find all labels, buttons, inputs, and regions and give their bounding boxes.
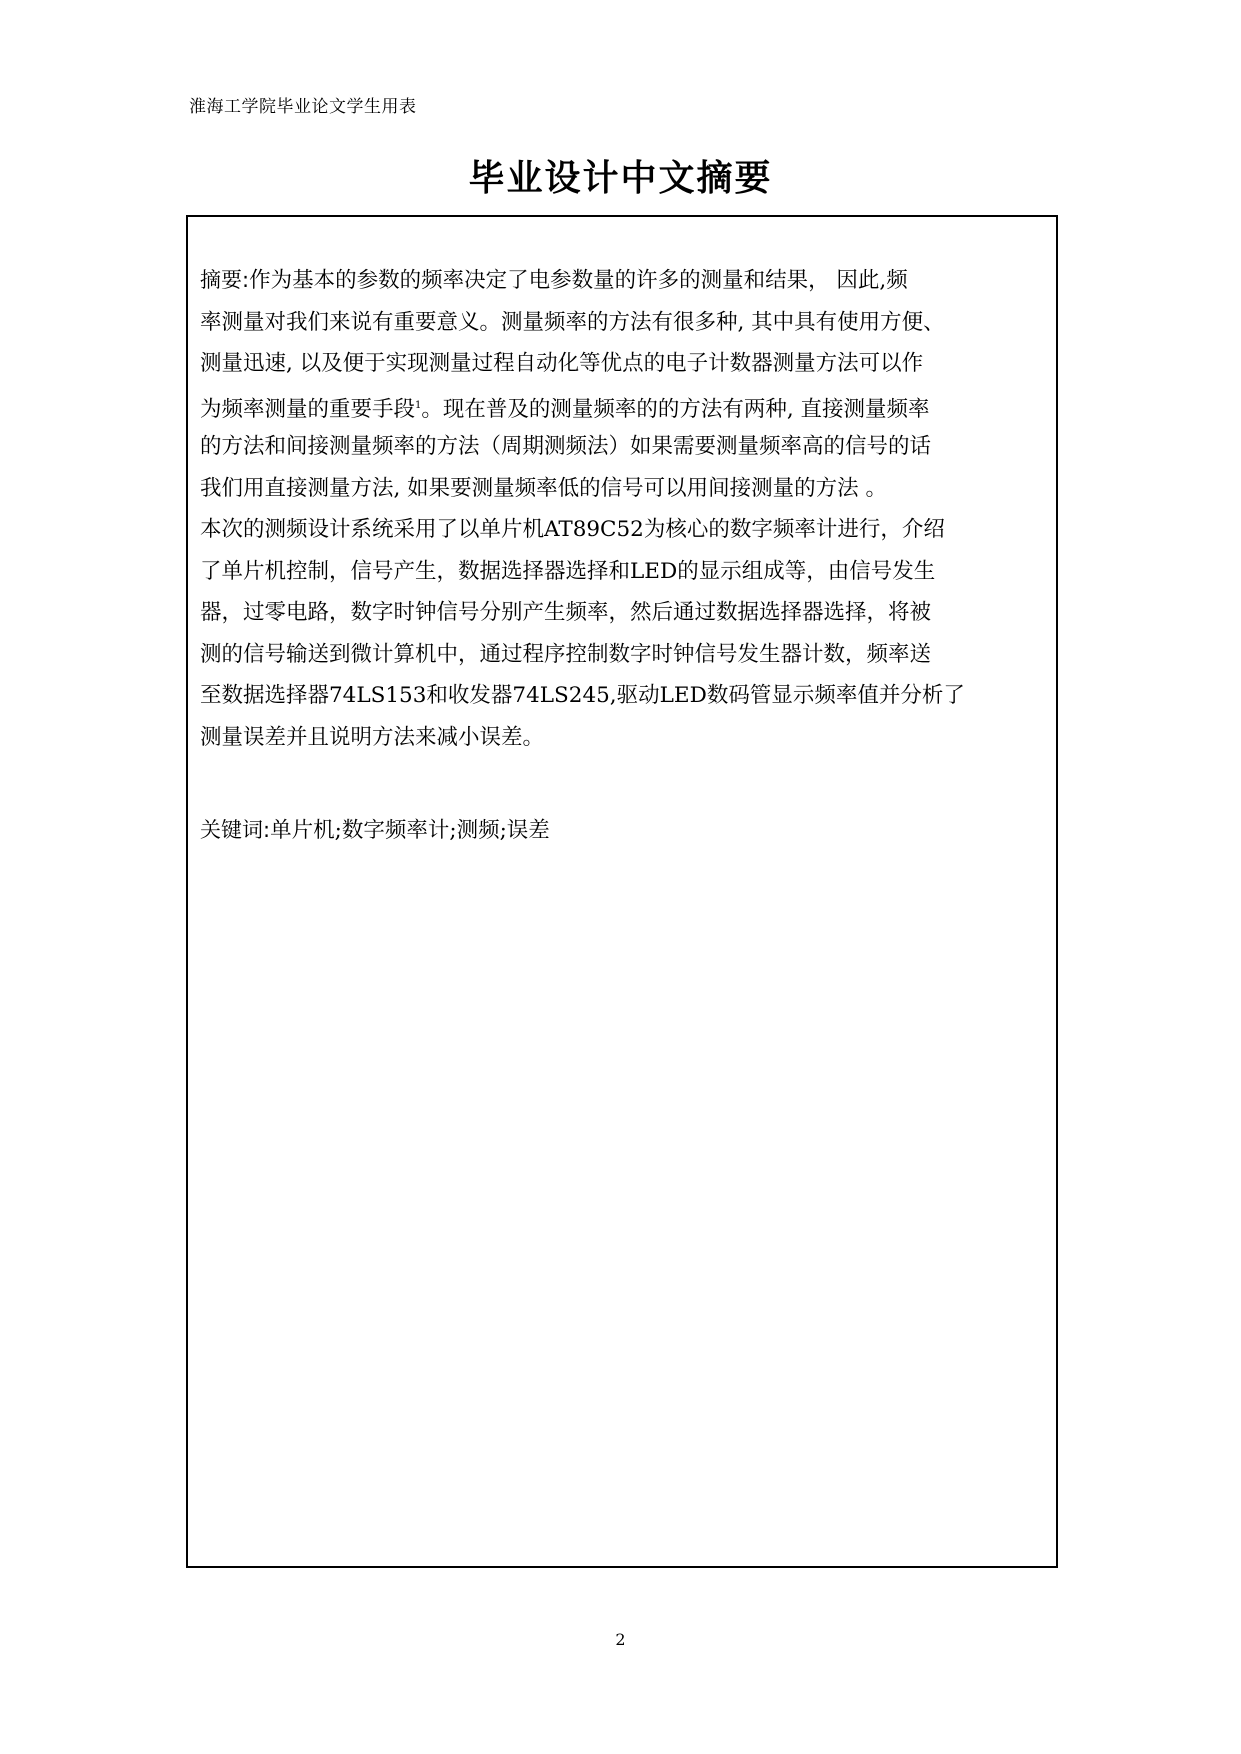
page-number: 2	[615, 1630, 626, 1649]
abstract-line-7: 本次的测频设计系统采用了以单片机AT89C52为核心的数字频率计进行，介绍	[200, 517, 945, 542]
abstract-line-4	[200, 385, 1050, 427]
abstract-text-1: 作为基本的参数的频率决定了电参数量的许多的测量和结果， 因此,频	[249, 268, 908, 293]
footnote-ref[interactable]: 1	[415, 399, 422, 411]
header-note: 淮海工学院毕业论文学生用表	[189, 97, 417, 117]
abstract-label: 摘要:	[200, 268, 250, 292]
abstract-text-4b: 。现在普及的测量频率的的方法有两种, 直接测量频率	[421, 396, 930, 422]
abstract-line-5: 的方法和间接测量频率的方法（周期测频法）如果需要测量频率高的信号的话	[200, 434, 932, 459]
keywords-text: 单片机;数字频率计;测频;误差	[270, 818, 550, 843]
abstract-line-3: 测量迅速, 以及便于实现测量过程自动化等优点的电子计数器测量方法可以作	[200, 351, 924, 376]
abstract-line-8: 了单片机控制，信号产生，数据选择器选择和LED的显示组成等，由信号发生	[200, 558, 936, 584]
abstract-text-4a: 为频率测量的重要手段	[200, 396, 416, 422]
abstract-line-9: 器，过零电路，数字时钟信号分别产生频率，然后通过数据选择器选择，将被	[200, 600, 932, 625]
abstract-line-6: 我们用直接测量方法, 如果要测量频率低的信号可以用间接测量的方法 。	[200, 475, 888, 501]
page-title: 毕业设计中文摘要	[468, 157, 773, 199]
abstract-body	[200, 260, 1050, 758]
abstract-line-2: 率测量对我们来说有重要意义。测量频率的方法有很多种, 其中具有使用方便、	[200, 309, 945, 335]
keywords	[200, 813, 550, 844]
abstract-line-12: 测量误差并且说明方法来减小误差。	[200, 724, 545, 750]
abstract-line-10: 测的信号输送到微计算机中，通过程序控制数字时钟信号发生器计数，频率送	[200, 641, 932, 667]
abstract-line-11: 至数据选择器74LS153和收发器74LS245,驱动LED数码管显示频率值并分析了	[200, 683, 965, 708]
abstract-line-1	[200, 260, 1050, 302]
keywords-label: 关键词:	[200, 818, 271, 842]
